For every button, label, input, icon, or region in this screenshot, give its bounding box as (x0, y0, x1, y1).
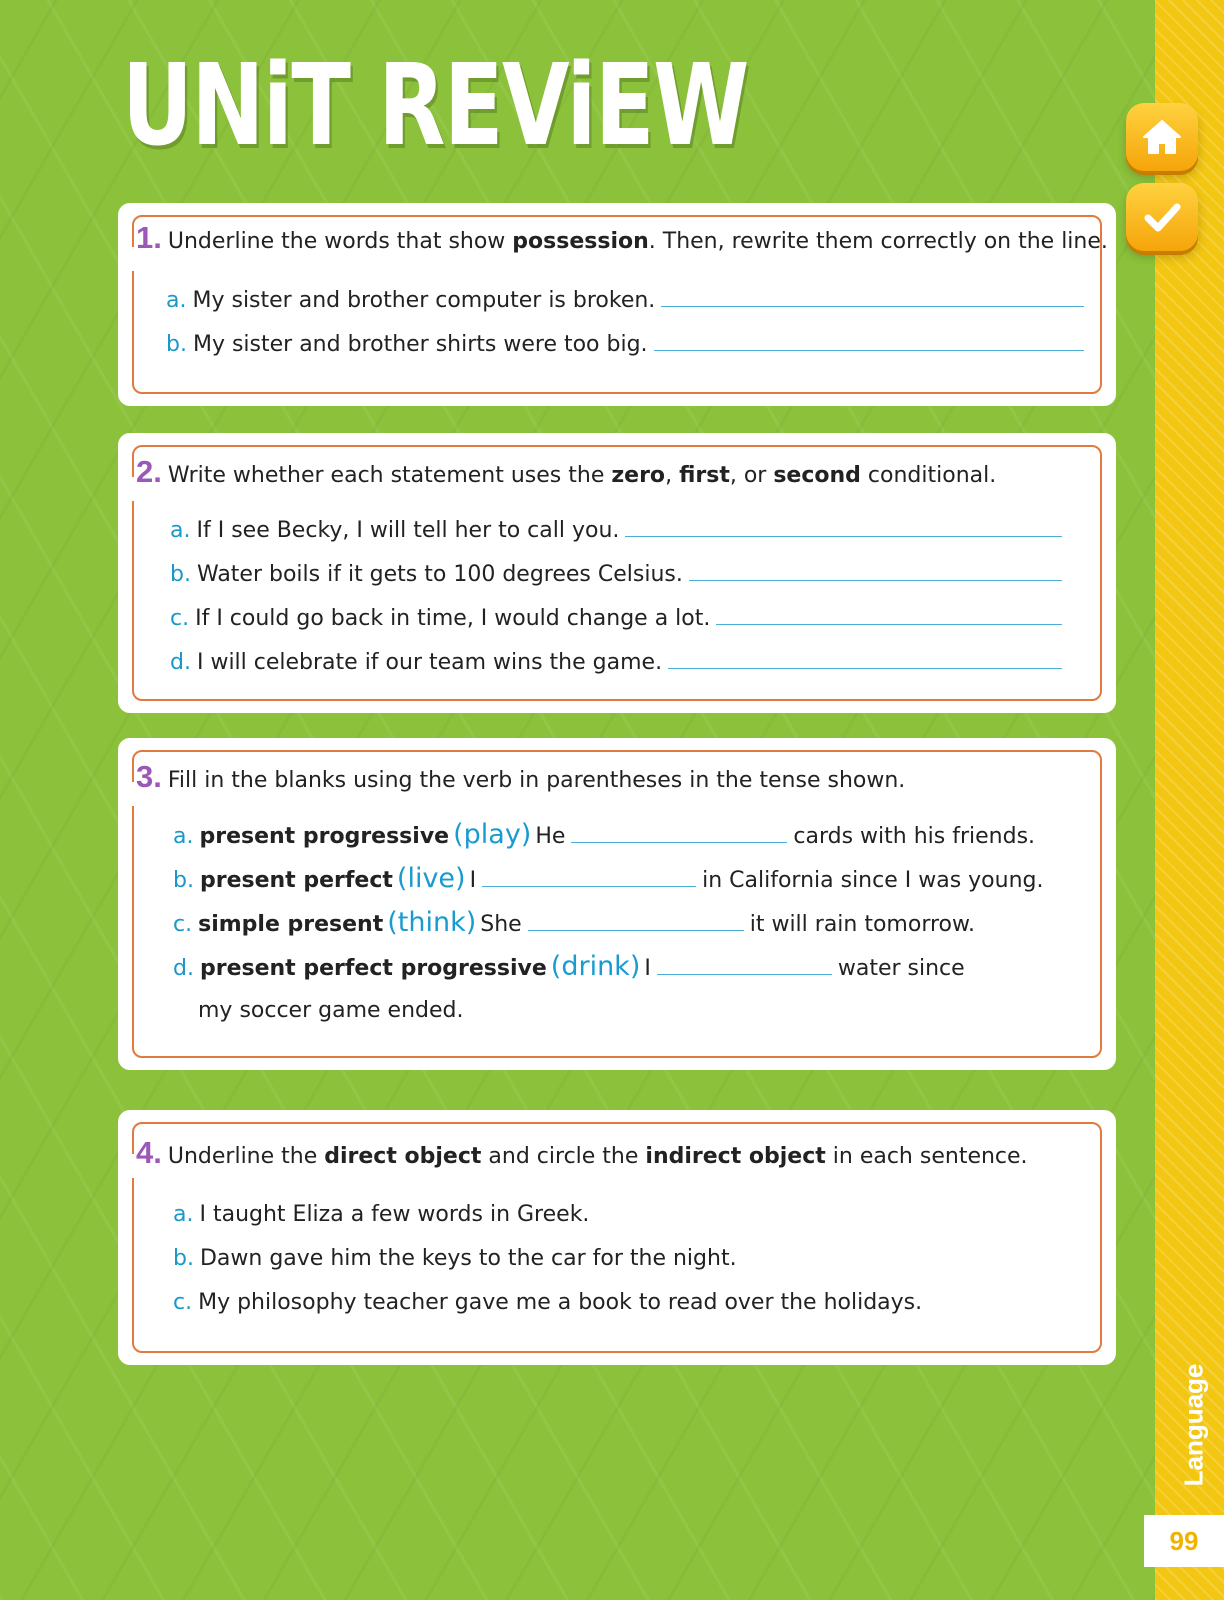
question-number: 1. (136, 220, 162, 255)
answer-line[interactable] (482, 866, 696, 887)
list-item: a. If I see Becky, I will tell her to call you. (170, 516, 1068, 546)
question-instruction: 1. Underline the words that show possession. Then, rewrite them correctly on the line. (136, 220, 1108, 255)
answer-line[interactable] (657, 954, 832, 975)
question-card-4 (118, 1110, 1116, 1365)
list-item: d. I will celebrate if our team wins the game. (170, 648, 1068, 678)
question-card-3 (118, 738, 1116, 1070)
question-card-2 (118, 433, 1116, 713)
list-item: d. present perfect progressive (drink) I water since (173, 951, 965, 982)
question-number: 2. (136, 454, 162, 489)
page-title: UNiT REViEW (122, 41, 748, 171)
list-item: a. My sister and brother computer is broken. (166, 286, 1090, 316)
answer-line[interactable] (689, 560, 1062, 581)
check-icon (1140, 197, 1184, 237)
list-item: a. present progressive (play) He cards with his friends. (173, 819, 1036, 850)
list-item: b. Water boils if it gets to 100 degrees Celsius. (170, 560, 1068, 590)
answer-line[interactable] (528, 910, 744, 931)
answer-line[interactable] (654, 330, 1084, 351)
page-number: 99 (1144, 1515, 1224, 1567)
question-number: 3. (136, 759, 162, 794)
list-item: a. I taught Eliza a few words in Greek. (173, 1202, 590, 1227)
home-icon (1140, 117, 1184, 157)
answer-line[interactable] (625, 516, 1062, 537)
list-item: b. My sister and brother shirts were too big. (166, 330, 1090, 360)
list-item-continuation: my soccer game ended. (198, 998, 464, 1023)
list-item: b. Dawn gave him the keys to the car for the night. (173, 1246, 737, 1271)
check-button[interactable] (1126, 183, 1198, 251)
list-item: c. simple present (think) She it will rain tomorrow. (173, 907, 975, 938)
answer-line[interactable] (661, 286, 1084, 307)
answer-line[interactable] (716, 604, 1062, 625)
question-number: 4. (136, 1135, 162, 1170)
question-instruction: 2. Write whether each statement uses the zero, first, or second conditional. (136, 454, 997, 489)
question-instruction: 3. Fill in the blanks using the verb in parentheses in the tense shown. (136, 759, 906, 794)
answer-line[interactable] (571, 822, 787, 843)
home-button[interactable] (1126, 103, 1198, 171)
list-item: c. If I could go back in time, I would change a lot. (170, 604, 1068, 634)
list-item: c. My philosophy teacher gave me a book to read over the holidays. (173, 1290, 923, 1315)
answer-line[interactable] (668, 648, 1062, 669)
section-label: Language (1178, 1363, 1209, 1487)
list-item: b. present perfect (live) I in California since I was young. (173, 863, 1044, 894)
question-card-1 (118, 203, 1116, 406)
question-instruction: 4. Underline the direct object and circle the indirect object in each sentence. (136, 1135, 1028, 1170)
